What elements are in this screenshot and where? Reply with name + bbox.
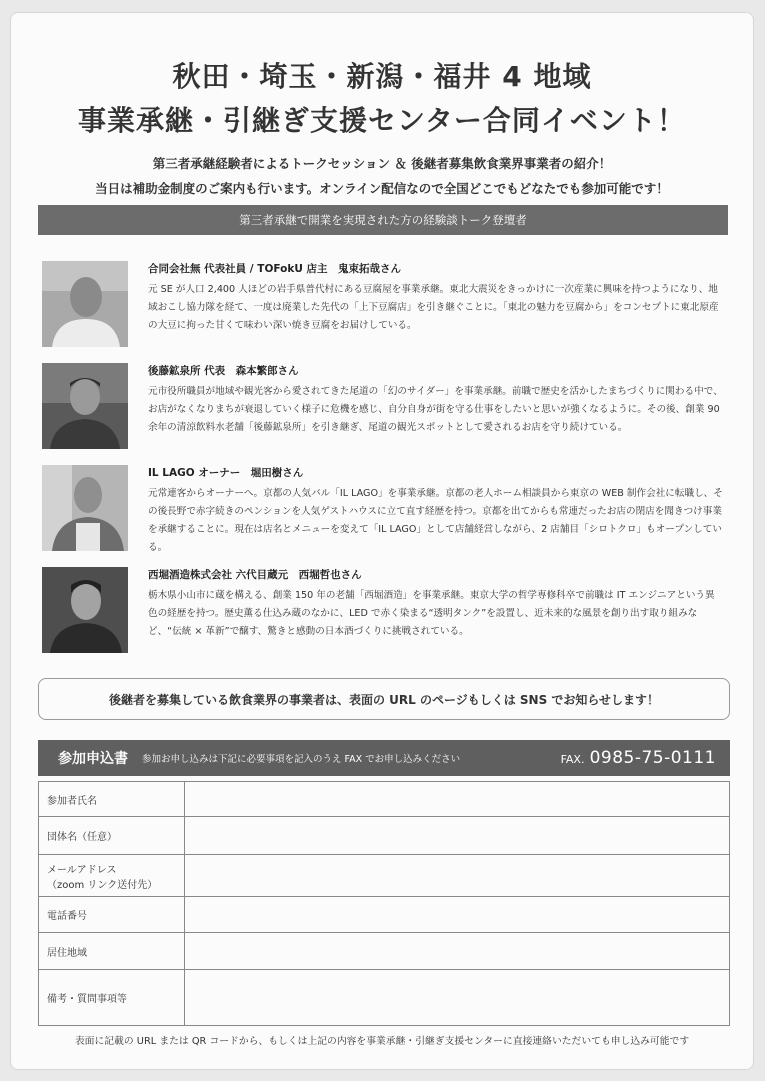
speaker-card — [42, 567, 722, 655]
form-row-phone — [39, 897, 730, 933]
form-label: 備考・質問事項等 — [39, 970, 185, 1026]
fax-number-value: 0985-75-0111 — [589, 748, 716, 768]
title-line-2: 事業承継・引継ぎ支援センター合同イベント！ — [78, 104, 686, 137]
remarks-input[interactable] — [185, 989, 729, 1006]
speaker-description: 元常連客からオーナーへ。京都の人気バル「IL LAGO」を事業承継。京都の老人ホーム相談員から東京の WEB 制作会社に転職し、その後長野で赤字続きのペンションを人気ゲストハウスに立て直す経歴を持つ。京都を出てからも常連だったお店の閉店を聞きつけ事業を承継することに。現在は店名とメニューを変えて「IL LAGO」として店舗経営しながら、2 店舗目「シロトクロ」もオープンしている。 — [148, 488, 723, 553]
speaker-name: 後藤鉱泉所 代表 森本繁郎さん — [148, 365, 299, 377]
form-row-organization — [39, 817, 730, 855]
phone-field[interactable] — [185, 897, 730, 933]
subtitle-line-1: 第三者承継経験者によるトークセッション ＆ 後継者募集飲食業界事業者の紹介！ — [152, 156, 612, 171]
speaker-description: 元 SE が人口 2,400 人ほどの岩手県普代村にある豆腐屋を事業承継。東北大震災をきっかけに一次産業に興味を持つようになり、地域おこし協力隊を経て、一度は廃業した先代の「上下豆腐店」を引き継ぐことに。「東北の魅力を豆腐から」をコンセプトに東北原産の大豆に拘った甘くて味わい深い焼き豆腐をお届けしている。 — [148, 284, 719, 331]
speaker-photo — [42, 261, 128, 347]
form-label: メールアドレス （zoom リンク送付先） — [39, 855, 185, 897]
speakers-section-band: 第三者承継で開業を実現された方の経験談トーク登壇者 — [38, 205, 728, 235]
footer-note: 表面に記載の URL または QR コードから、もしくは上記の内容を事業承継・引継ぎ支援センターに直接連絡いただいても申し込み可能です — [74, 1036, 690, 1047]
speaker-name: 合同会社無 代表社員 / TOFokU 店主 鬼束拓哉さん — [148, 263, 402, 275]
form-label: 居住地域 — [39, 933, 185, 970]
application-form-header — [38, 740, 730, 776]
participant-name-input[interactable] — [185, 791, 729, 808]
phone-input[interactable] — [185, 906, 729, 923]
form-instructions: 参加お申し込みは下記に必要事項を記入のうえ FAX でお申し込みください — [142, 754, 461, 765]
speaker-description: 栃木県小山市に蔵を構える、創業 150 年の老舗「西堀酒造」を事業承継。東京大学の哲学専修科卒で前職は IT エンジニアという異色の経歴を持つ。歴史薫る仕込み蔵のなかに、LED で赤く染まる“透明タンク”を設置し、近未来的な風景を創り出す取り組みなど、“伝統 × 革新”で醸す、驚きと感動の日本酒づくりに挑戦されている。 — [148, 590, 715, 637]
speaker-name: 西堀酒造株式会社 六代目蔵元 西堀哲也さん — [148, 569, 362, 581]
speaker-photo — [42, 567, 128, 653]
email-input[interactable] — [185, 867, 729, 884]
subtitle-line-2: 当日は補助金制度のご案内も行います。オンライン配信なので全国どこでもどなたでも参加可能です！ — [95, 181, 669, 196]
application-form-table — [38, 781, 730, 1026]
speaker-photo — [42, 465, 128, 551]
form-row-region — [39, 933, 730, 970]
email-field[interactable] — [185, 855, 730, 897]
remarks-field[interactable] — [185, 970, 730, 1026]
speaker-name: IL LAGO オーナー 堀田樹さん — [148, 467, 304, 479]
speaker-card — [42, 465, 722, 553]
organization-field[interactable] — [185, 817, 730, 855]
fax-label: FAX. — [560, 753, 585, 766]
region-input[interactable] — [185, 943, 729, 960]
speaker-photo — [42, 363, 128, 449]
region-field[interactable] — [185, 933, 730, 970]
form-row-name — [39, 782, 730, 817]
flyer-page — [10, 12, 754, 1070]
speaker-card — [42, 261, 722, 349]
form-row-remarks — [39, 970, 730, 1026]
organization-input[interactable] — [185, 827, 729, 844]
participant-name-field[interactable] — [185, 782, 730, 817]
speaker-description: 元市役所職員が地域や観光客から愛されてきた尾道の「幻のサイダー」を事業承継。前職で歴史を活かしたまちづくりに関わる中で、お店がなくなりまちが衰退していく様子に危機を感じ、自分自身が街を守る仕事をしたいと思いが強くなるように。その後、創業 90 余年の清涼飲料水老舗「後藤鉱泉所」を引き継ぎ、尾道の観光スポットとして愛されるお店を守り続けている。 — [148, 386, 723, 433]
title-line-1: 秋田・埼玉・新潟・福井 4 地域 — [172, 60, 592, 93]
fax-number — [561, 748, 716, 768]
form-label: 参加者氏名 — [39, 782, 185, 817]
form-row-email — [39, 855, 730, 897]
form-label: 団体名（任意） — [39, 817, 185, 855]
form-title: 参加申込書 — [58, 751, 128, 767]
form-label: 電話番号 — [39, 897, 185, 933]
notice-box: 後継者を募集している飲食業界の事業者は、表面の URL のページもしくは SNS でお知らせします！ — [38, 678, 730, 720]
speaker-card — [42, 363, 722, 451]
